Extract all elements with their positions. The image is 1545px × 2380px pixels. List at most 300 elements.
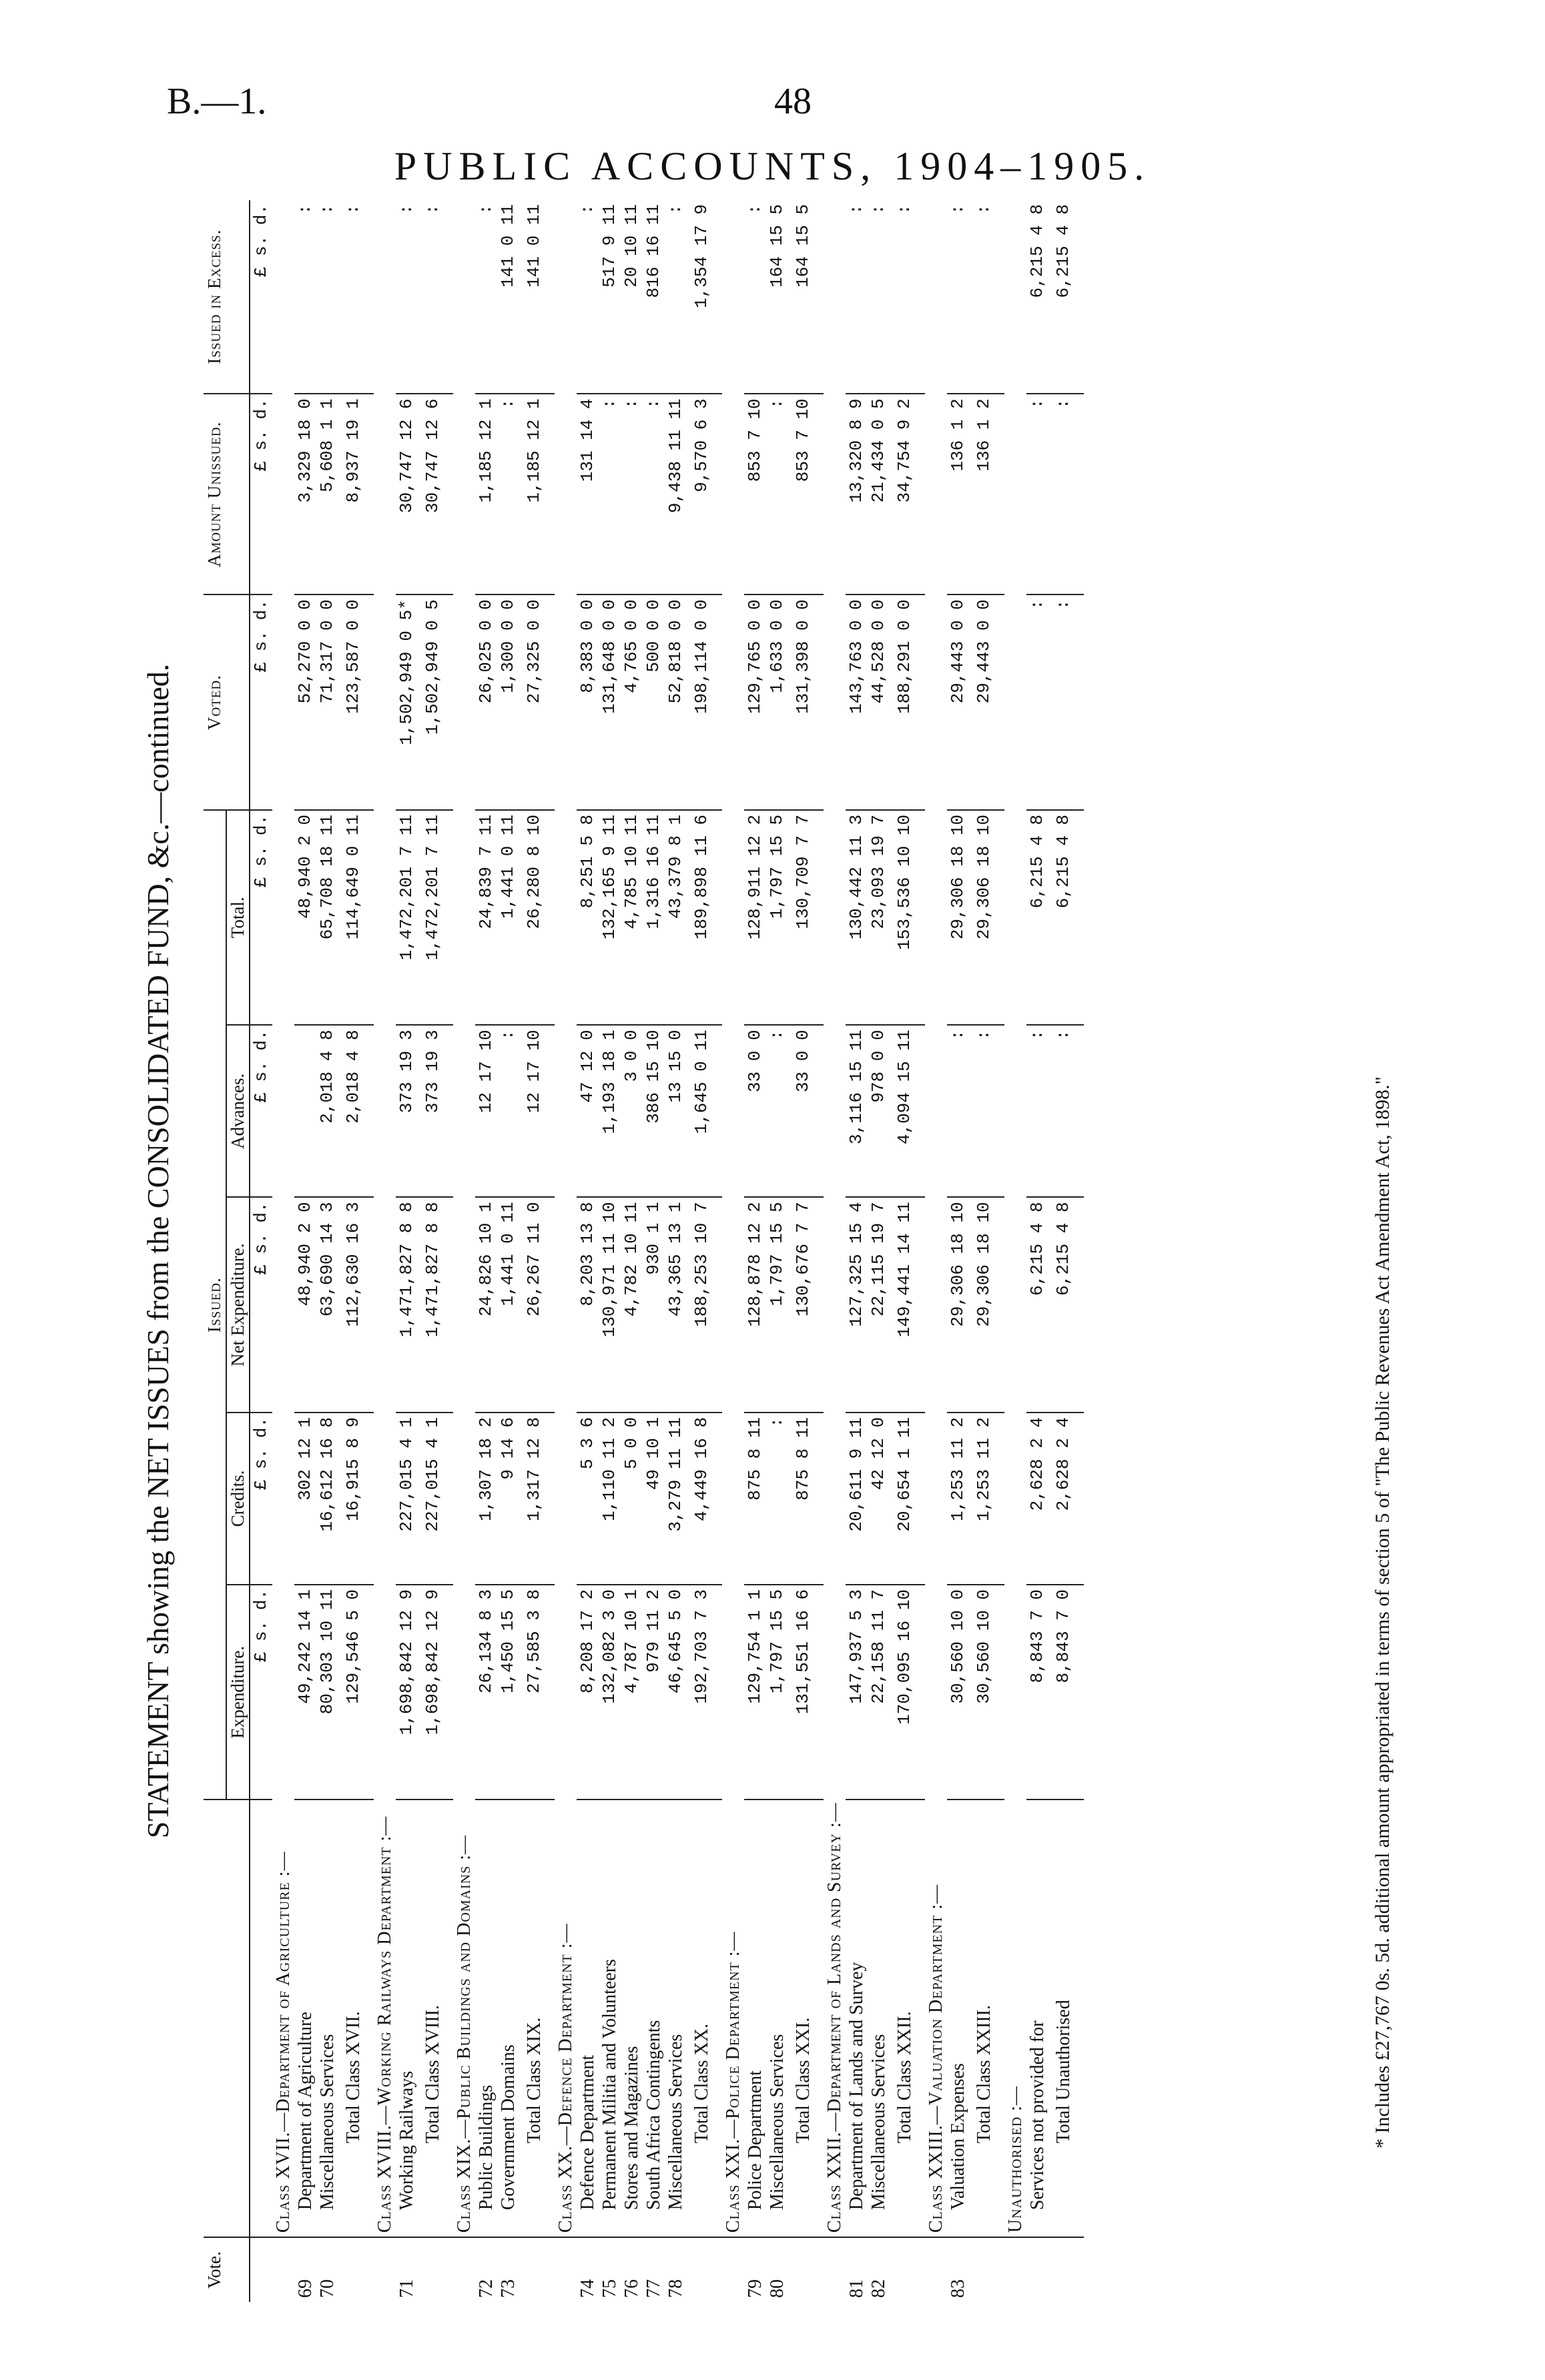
un-cell: : [1048,394,1084,594]
vote-cell: 71 [396,2279,417,2298]
exp-cell: 1,450 15 5 [497,1585,519,1800]
ex-cell: 816 16 11 [643,200,665,394]
exp-cell: 27,585 3 8 [519,1585,555,1800]
cr-cell: 1,317 12 8 [519,1413,555,1585]
voted-cell: : [1026,594,1048,810]
vote-cell: 80 [767,2279,788,2298]
adv-cell: 3,116 15 11 [846,1025,868,1197]
class-heading-row [925,200,947,2302]
vote-cell [374,2237,396,2302]
vote-cell [272,2237,294,2302]
table-row [577,200,599,2302]
net-cell: 1,441 0 11 [497,1197,519,1413]
un-cell: 9,570 6 3 [687,394,722,594]
voted-cell: 29,443 0 0 [947,594,969,810]
vote-cell [418,2237,453,2302]
class-heading: Unauthorised :— [1004,200,1026,2237]
vote-cell [555,2237,577,2302]
un-cell: 30,747 12 6 [418,394,453,594]
exp-cell: 132,082 3 0 [599,1585,621,1800]
un-cell: 13,320 8 9 [846,394,868,594]
voted-cell: 27,325 0 0 [519,594,555,810]
vote-cell [519,2237,555,2302]
voted-cell: 52,818 0 0 [665,594,687,810]
ex-cell: : [396,200,418,394]
exp-cell: 8,843 7 0 [1048,1585,1084,1800]
ex-cell: : [890,200,925,394]
tot-cell: 29,306 18 10 [969,810,1004,1026]
ex-cell: 164 15 5 [766,200,788,394]
exp-cell: 30,560 10 0 [947,1585,969,1800]
total-label: Total Class XXII. [890,1800,925,2237]
cr-cell: 875 8 11 [744,1413,766,1585]
units-label: £ s. d. [250,1585,272,1800]
units-label: £ s. d. [250,1197,272,1413]
vote-cell: 75 [599,2279,620,2298]
tot-cell: 6,215 4 8 [1048,810,1084,1026]
net-cell: 127,325 15 4 [846,1197,868,1413]
total-label: Total Class XXIII. [969,1800,1004,2237]
credits-header: Credits. [226,1413,250,1585]
adv-cell: : [969,1025,1004,1197]
vote-cell: 83 [948,2279,968,2298]
ex-cell: 6,215 4 8 [1026,200,1048,394]
cr-cell: : [766,1413,788,1585]
cr-cell: 42 12 0 [868,1413,890,1585]
total-label: Total Class XXI. [788,1800,824,2237]
adv-cell: 1,645 0 11 [687,1025,722,1197]
exp-cell: 8,208 17 2 [577,1585,599,1800]
vote-header: Vote. [204,2237,250,2302]
statement-title: STATEMENT showing the NET ISSUES from the CONSOLIDATED FUND, &c.—continued. [141,663,175,1839]
net-cell: 1,471,827 8 8 [396,1197,418,1413]
adv-cell: 33 0 0 [788,1025,824,1197]
exp-cell: 8,843 7 0 [1026,1585,1048,1800]
table-row [396,200,418,2302]
units-label: £ s. d. [250,394,272,594]
exp-cell: 46,645 5 0 [665,1585,687,1800]
un-cell: 1,185 12 1 [519,394,555,594]
cr-cell: 227,015 4 1 [418,1413,453,1585]
total-row [338,200,374,2302]
adv-cell: 33 0 0 [744,1025,766,1197]
cr-cell: 20,654 1 11 [890,1413,925,1585]
cr-cell: 5 0 0 [621,1413,643,1585]
class-heading: Class XX.—Defence Department :— [555,200,577,2237]
cr-cell: 49 10 1 [643,1413,665,1585]
un-cell: 1,185 12 1 [475,394,497,594]
exp-cell: 1,698,842 12 9 [418,1585,453,1800]
un-cell: 21,434 0 5 [868,394,890,594]
ex-cell: : [418,200,453,394]
vote-cell [1004,2237,1026,2302]
cr-cell: 3,279 11 11 [665,1413,687,1585]
vote-cell: 79 [745,2279,765,2298]
exp-cell: 129,546 5 0 [338,1585,374,1800]
advances-header: Advances. [226,1025,250,1197]
voted-cell: 44,528 0 0 [868,594,890,810]
expenditure-header: Expenditure. [226,1585,250,1800]
table-row [846,200,868,2302]
vote-cell: 82 [868,2279,889,2298]
item-label: Stores and Magazines [621,1800,643,2237]
table-row [744,200,766,2302]
voted-cell: 71,317 0 0 [316,594,338,810]
cr-cell: 5 3 6 [577,1413,599,1585]
cr-cell: 9 14 6 [497,1413,519,1585]
adv-cell: 12 17 10 [475,1025,497,1197]
un-cell: 3,329 18 0 [294,394,316,594]
adv-cell: 2,018 4 8 [338,1025,374,1197]
item-label: Public Buildings [475,1800,497,2237]
vote-cell: 78 [665,2279,686,2298]
tot-cell: 6,215 4 8 [1026,810,1048,1026]
units-label: £ s. d. [250,1413,272,1585]
class-heading: Class XXI.—Police Department :— [722,200,744,2237]
class-heading-row [272,200,294,2302]
net-cell: 112,630 16 3 [338,1197,374,1413]
table-row [316,200,338,2302]
net-cell: 22,115 19 7 [868,1197,890,1413]
un-cell: 136 1 2 [947,394,969,594]
un-cell: 34,754 9 2 [890,394,925,594]
total-label: Total Class XIX. [519,1800,555,2237]
net-cell: 43,365 13 1 [665,1197,687,1413]
un-cell: : [599,394,621,594]
item-label: Miscellaneous Services [665,1800,687,2237]
exp-cell: 26,134 8 3 [475,1585,497,1800]
vote-cell [1048,2237,1084,2302]
voted-cell: 129,765 0 0 [744,594,766,810]
voted-cell: 8,383 0 0 [577,594,599,810]
total-row [687,200,722,2302]
net-cell: 63,690 14 3 [316,1197,338,1413]
tot-cell: 1,472,201 7 11 [418,810,453,1026]
total-row [1048,200,1084,2302]
table-row [766,200,788,2302]
cr-cell: 2,628 2 4 [1026,1413,1048,1585]
tot-cell: 130,709 7 7 [788,810,824,1026]
exp-cell: 30,560 10 0 [969,1585,1004,1800]
net-cell: 6,215 4 8 [1026,1197,1048,1413]
ex-cell: 164 15 5 [788,200,824,394]
total-row [890,200,925,2302]
total-row [418,200,453,2302]
total-header: Total. [226,810,250,1026]
vote-cell: 76 [621,2279,642,2298]
class-heading: Class XVIII.—Working Railways Department :— [374,200,396,2237]
table-row [497,200,519,2302]
ex-cell: : [947,200,969,394]
adv-cell: : [1048,1025,1084,1197]
exp-cell: 147,937 5 3 [846,1585,868,1800]
net-cell: 29,306 18 10 [969,1197,1004,1413]
voted-cell: 1,300 0 0 [497,594,519,810]
tot-cell: 8,251 5 8 [577,810,599,1026]
net-cell: 149,441 14 11 [890,1197,925,1413]
item-label: South Africa Contingents [643,1800,665,2237]
tot-cell: 43,379 8 1 [665,810,687,1026]
vote-cell [453,2237,475,2302]
exp-cell: 192,703 7 3 [687,1585,722,1800]
exp-cell: 80,303 10 11 [316,1585,338,1800]
net-cell: 1,797 15 5 [766,1197,788,1413]
units-label: £ s. d. [250,810,272,1026]
class-heading-row [374,200,396,2302]
issued-header: Issued. [204,810,226,1800]
adv-cell: 13 15 0 [665,1025,687,1197]
net-expenditure-header: Net Expenditure. [226,1197,250,1413]
ex-cell: : [577,200,599,394]
total-label: Total Unauthorised [1048,1800,1084,2237]
item-label: Permanent Militia and Volunteers [599,1800,621,2237]
cr-cell: 1,253 11 2 [947,1413,969,1585]
tot-cell: 26,280 8 10 [519,810,555,1026]
tot-cell: 23,093 19 7 [868,810,890,1026]
tot-cell: 132,165 9 11 [599,810,621,1026]
net-cell: 48,940 2 0 [294,1197,316,1413]
total-label: Total Class XVII. [338,1800,374,2237]
tot-cell: 1,472,201 7 11 [396,810,418,1026]
tot-cell: 4,785 10 11 [621,810,643,1026]
cr-cell: 16,915 8 9 [338,1413,374,1585]
cr-cell: 1,110 11 2 [599,1413,621,1585]
net-cell: 26,267 11 0 [519,1197,555,1413]
voted-cell: 143,763 0 0 [846,594,868,810]
tot-cell: 128,911 12 2 [744,810,766,1026]
un-cell: 30,747 12 6 [396,394,418,594]
total-row [788,200,824,2302]
ex-cell: : [338,200,374,394]
tot-cell: 24,839 7 11 [475,810,497,1026]
un-cell: 9,438 11 11 [665,394,687,594]
item-label: Government Domains [497,1800,519,2237]
adv-cell: : [497,1025,519,1197]
exp-cell: 170,095 16 10 [890,1585,925,1800]
units-label: £ s. d. [250,594,272,810]
voted-cell: : [1048,594,1084,810]
item-label: Department of Agriculture [294,1800,316,2237]
tot-cell: 65,708 18 11 [316,810,338,1026]
ex-cell: 141 0 11 [497,200,519,394]
page-number: 48 [774,81,812,122]
adv-cell: 386 15 10 [643,1025,665,1197]
vote-cell: 70 [317,2279,338,2298]
net-cell: 1,471,827 8 8 [418,1197,453,1413]
adv-cell: 373 19 3 [396,1025,418,1197]
vote-cell [788,2237,824,2302]
voted-header: Voted. [204,594,250,810]
vote-cell [687,2237,722,2302]
ex-cell: : [665,200,687,394]
net-cell: 130,676 7 7 [788,1197,824,1413]
table-row [294,200,316,2302]
voted-cell: 1,502,949 0 5 [418,594,453,810]
net-cell: 24,826 10 1 [475,1197,497,1413]
voted-cell: 1,502,949 0 5* [396,594,418,810]
cr-cell: 302 12 1 [294,1413,316,1585]
exp-cell: 4,787 10 1 [621,1585,643,1800]
voted-cell: 188,291 0 0 [890,594,925,810]
exp-cell: 22,158 11 7 [868,1585,890,1800]
voted-cell: 26,025 0 0 [475,594,497,810]
vote-cell: 72 [476,2279,497,2298]
un-cell: : [621,394,643,594]
class-heading-row [722,200,744,2302]
tot-cell: 1,316 16 11 [643,810,665,1026]
voted-cell: 29,443 0 0 [969,594,1004,810]
accounts-table [204,200,1084,2302]
tot-cell: 29,306 18 10 [947,810,969,1026]
net-cell: 188,253 10 7 [687,1197,722,1413]
units-row [250,200,272,2302]
un-cell: : [1026,394,1048,594]
net-cell: 130,971 11 10 [599,1197,621,1413]
un-cell: 5,608 1 1 [316,394,338,594]
voted-cell: 198,114 0 0 [687,594,722,810]
footnote: * Includes £27,767 0s. 5d. additional amount appropriated in terms of section 5 of "The Public Revenues Act Amendment Act, 1898." [1371,1076,1394,2148]
adv-cell: : [947,1025,969,1197]
class-heading-row [1004,200,1026,2302]
table-body [250,200,1084,2302]
table-row [868,200,890,2302]
ex-cell: 141 0 11 [519,200,555,394]
adv-cell: 1,193 18 1 [599,1025,621,1197]
tot-cell: 1,441 0 11 [497,810,519,1026]
vote-cell [925,2237,947,2302]
voted-cell: 52,270 0 0 [294,594,316,810]
voted-cell: 500 0 0 [643,594,665,810]
ex-cell: : [475,200,497,394]
total-label: Total Class XX. [687,1800,722,2237]
adv-cell: 373 19 3 [418,1025,453,1197]
net-cell: 128,878 12 2 [744,1197,766,1413]
description-header [204,1800,250,2237]
vote-cell: 77 [643,2279,664,2298]
ex-cell: 20 10 11 [621,200,643,394]
class-heading: Class XIX.—Public Buildings and Domains :— [453,200,475,2237]
cr-cell: 2,628 2 4 [1048,1413,1084,1585]
tot-cell: 130,442 11 3 [846,810,868,1026]
table-row [475,200,497,2302]
un-cell: : [497,394,519,594]
tot-cell: 1,797 15 5 [766,810,788,1026]
page-title: PUBLIC ACCOUNTS, 1904–1905. [394,144,1151,188]
table-row [621,200,643,2302]
exp-cell: 129,754 1 1 [744,1585,766,1800]
units-label: £ s. d. [250,1025,272,1197]
un-cell: : [766,394,788,594]
page-ref: B.—1. [167,81,267,122]
adv-cell: 12 17 10 [519,1025,555,1197]
vote-cell [722,2237,744,2302]
class-heading: Class XXII.—Department of Lands and Survey :— [824,200,846,2237]
ex-cell: 6,215 4 8 [1048,200,1084,394]
adv-cell: : [1026,1025,1048,1197]
net-cell: 29,306 18 10 [947,1197,969,1413]
class-heading-row [555,200,577,2302]
un-cell: 853 7 10 [744,394,766,594]
exp-cell: 131,551 16 6 [788,1585,824,1800]
net-cell: 4,782 10 11 [621,1197,643,1413]
item-label: Defence Department [577,1800,599,2237]
cr-cell: 875 8 11 [788,1413,824,1585]
class-heading: Class XVII.—Department of Agriculture :— [272,200,294,2237]
table-row [947,200,969,2302]
voted-cell: 1,633 0 0 [766,594,788,810]
adv-cell [294,1025,316,1197]
units-label: £ s. d. [250,200,272,394]
class-heading-row [453,200,475,2302]
total-label: Total Class XVIII. [418,1800,453,2237]
vote-cell: 74 [577,2279,598,2298]
ex-cell: : [969,200,1004,394]
table-row [643,200,665,2302]
vote-cell: 73 [498,2279,519,2298]
tot-cell: 189,898 11 6 [687,810,722,1026]
un-cell: 8,937 19 1 [338,394,374,594]
tot-cell: 48,940 2 0 [294,810,316,1026]
vote-cell: 81 [846,2279,867,2298]
item-label: Services not provided for [1026,1800,1048,2237]
cr-cell: 1,307 18 2 [475,1413,497,1585]
un-cell: : [643,394,665,594]
vote-cell [969,2237,1004,2302]
table-row [599,200,621,2302]
ex-cell: : [868,200,890,394]
item-label: Miscellaneous Services [868,1800,890,2237]
class-heading-row [824,200,846,2302]
un-cell: 131 14 4 [577,394,599,594]
exp-cell: 49,242 14 1 [294,1585,316,1800]
adv-cell: 4,094 15 11 [890,1025,925,1197]
exp-cell: 979 11 2 [643,1585,665,1800]
un-cell: 136 1 2 [969,394,1004,594]
adv-cell: 978 0 0 [868,1025,890,1197]
item-label: Miscellaneous Services [766,1800,788,2237]
ex-cell: 1,354 17 9 [687,200,722,394]
cr-cell: 20,611 9 11 [846,1413,868,1585]
ex-cell: : [316,200,338,394]
cr-cell: 4,449 16 8 [687,1413,722,1585]
adv-cell: 3 0 0 [621,1025,643,1197]
table-row [665,200,687,2302]
ex-cell: : [744,200,766,394]
unissued-header: Amount Unissued. [204,394,250,594]
total-row [519,200,555,2302]
voted-cell: 131,648 0 0 [599,594,621,810]
net-cell: 6,215 4 8 [1048,1197,1084,1413]
vote-cell: 69 [295,2279,316,2298]
voted-cell: 4,765 0 0 [621,594,643,810]
adv-cell: 47 12 0 [577,1025,599,1197]
excess-header: Issued in Excess. [204,200,250,394]
exp-cell: 1,797 15 5 [766,1585,788,1800]
tot-cell: 153,536 10 10 [890,810,925,1026]
adv-cell: 2,018 4 8 [316,1025,338,1197]
class-heading: Class XXIII.—Valuation Department :— [925,200,947,2237]
un-cell: 853 7 10 [788,394,824,594]
ex-cell: : [846,200,868,394]
tot-cell: 114,649 0 11 [338,810,374,1026]
ex-cell: 517 9 11 [599,200,621,394]
item-label: Police Department [744,1800,766,2237]
adv-cell: : [766,1025,788,1197]
net-cell: 930 1 1 [643,1197,665,1413]
vote-cell [1026,2237,1048,2302]
vote-cell [824,2237,846,2302]
voted-cell: 123,587 0 0 [338,594,374,810]
